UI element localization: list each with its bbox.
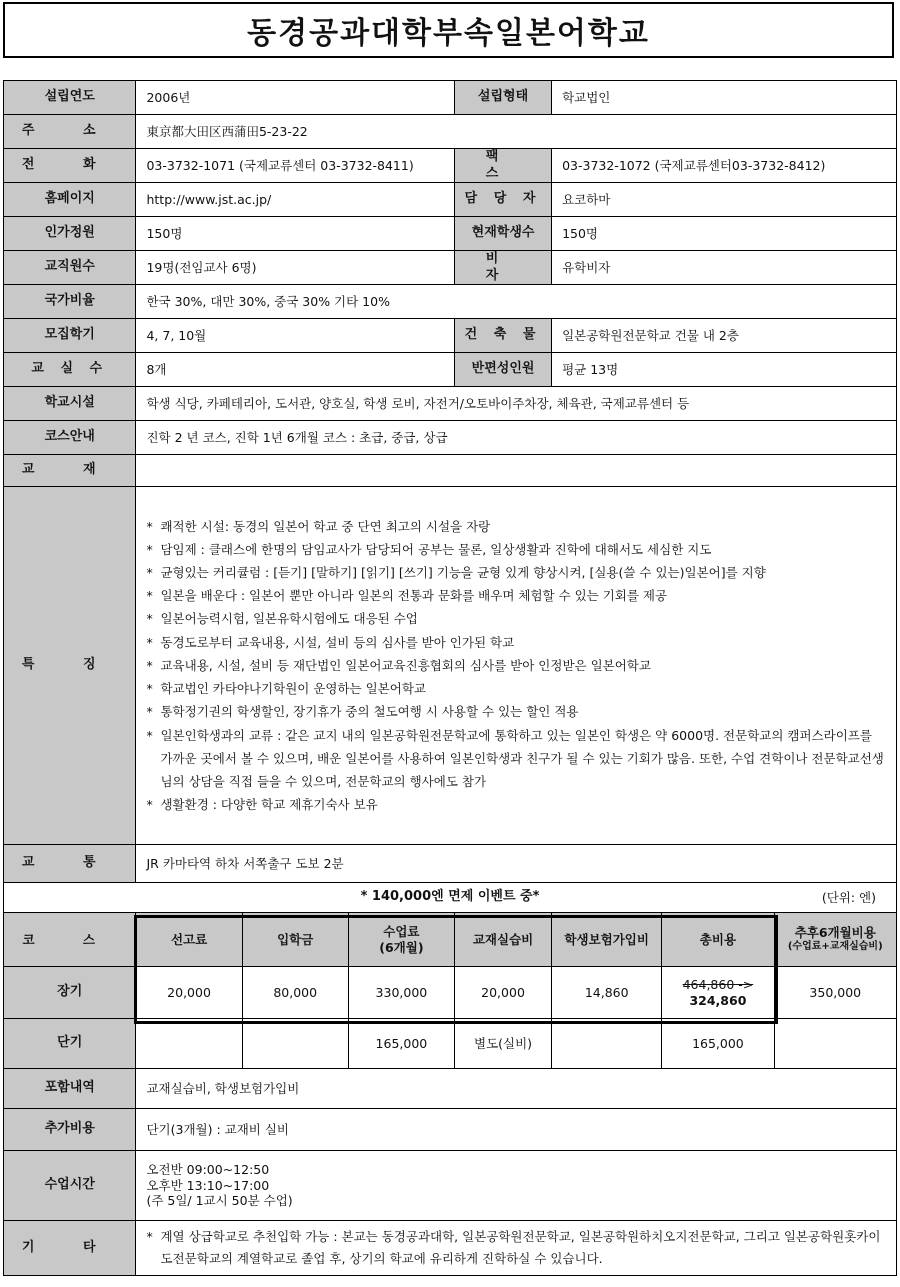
founded-label: 설립연도 [4,81,136,115]
visa-label: 비 자 [455,251,552,285]
term-value: 4, 7, 10월 [136,319,455,353]
list-item: * 담임제 : 클래스에 한명의 담임교사가 담당되어 공부는 물론, 일상생활과 진학에 대해서도 세심한 지도 [146,538,886,561]
type-value: 학교법인 [552,81,897,115]
fee-long-later: 350,000 [774,967,896,1019]
facility-label: 학교시설 [4,387,136,421]
capacity-label: 인가정원 [4,217,136,251]
founded-value: 2006년 [136,81,455,115]
list-item: * 학교법인 카타야나기학원이 운영하는 일본어학교 [146,677,886,700]
nation-label: 국가비율 [4,285,136,319]
hours-line: (주 5일/ 1교시 50분 수업) [146,1193,293,1209]
list-item: * 통학정기권의 학생할인, 장기휴가 중의 철도여행 시 사용할 수 있는 할인 적용 [146,700,886,723]
current-label: 현재학생수 [455,217,552,251]
term-label: 모집학기 [4,319,136,353]
contact-label: 담 당 자 [455,183,552,217]
list-item: * 생활환경 : 다양한 학교 제휴기숙사 보유 [146,793,886,816]
features-list [146,515,886,817]
list-item: * 일본을 배운다 : 일본어 뿐만 아니라 일본의 전통과 문화를 배우며 체험할 수 있는 기회를 제공 [146,584,886,607]
list-item: * 균형있는 커리큘럼 : [듣기] [말하기] [읽기] [쓰기] 기능을 균형 있게 향상시켜, [실용(쓸 수 있는)일본어]를 지향 [146,561,886,584]
fee-header-admission: 입학금 [242,913,348,967]
homepage-label: 홈페이지 [4,183,136,217]
hours-value [136,1151,897,1221]
list-item: * 동경도로부터 교육내용, 시설, 설비 등의 심사를 받아 인가된 학교 [146,631,886,654]
rooms-value: 8개 [136,353,455,387]
fee-notice: * 140,000엔 면제 이벤트 중* [360,889,540,905]
fee-long-total-old: 464,860 -> [682,976,754,992]
type-label: 설립형태 [455,81,552,115]
fee-long-screening: 20,000 [136,967,242,1019]
fax-value: 03-3732-1072 (국제교류센터03-3732-8412) [552,149,897,183]
building-value: 일본공학원전문학교 건물 내 2층 [552,319,897,353]
fee-long-total [662,967,774,1019]
facility-value: 학생 식당, 카페테리아, 도서관, 양호실, 학생 로비, 자전거/오토바이주차장, 체육관, 국제교류센터 등 [136,387,897,421]
fee-long-total-new: 324,860 [689,992,747,1008]
hours-line: 오전반 09:00~12:50 [146,1162,270,1178]
features-label: 특 징 [4,487,136,845]
contact-value: 요코하마 [552,183,897,217]
fee-long-label: 장기 [4,967,136,1019]
hours-line: 오후반 13:10~17:00 [146,1177,270,1193]
fee-short-later [774,1019,896,1069]
fee-long-admission: 80,000 [242,967,348,1019]
features-cell [136,487,897,845]
additional-label: 추가비용 [4,1109,136,1151]
fee-unit: (단위: 엔) [821,890,876,905]
included-label: 포함내역 [4,1069,136,1109]
fee-short-tuition: 165,000 [348,1019,454,1069]
staff-label: 교직원수 [4,251,136,285]
visa-value: 유학비자 [552,251,897,285]
fee-short-admission [242,1019,348,1069]
list-item: * 교육내용, 시설, 설비 등 재단법인 일본어교육진흥협회의 심사를 받아 인정받은 일본어학교 [146,654,886,677]
phone-value: 03-3732-1071 (국제교류센터 03-3732-8411) [136,149,455,183]
fee-header-insurance: 학생보험가입비 [552,913,662,967]
fee-short-materials: 별도(실비) [455,1019,552,1069]
fax-label: 팩 스 [455,149,552,183]
additional-value: 단기(3개월) : 교재비 실비 [136,1109,897,1151]
title-box [3,2,894,58]
class-size-value: 평균 13명 [552,353,897,387]
etc-label: 기 타 [4,1221,136,1276]
staff-value: 19명(전임교사 6명) [136,251,455,285]
fee-long-materials: 20,000 [455,967,552,1019]
fee-short-insurance [552,1019,662,1069]
transport-value: JR 카마타역 하차 서쪽출구 도보 2분 [136,845,897,883]
list-item: * 일본어능력시험, 일본유학시험에도 대응된 수업 [146,607,886,630]
capacity-value: 150명 [136,217,455,251]
hours-label: 수업시간 [4,1151,136,1221]
fee-header-materials: 교재실습비 [455,913,552,967]
fee-header-later: 추후6개월비용 (수업료+교재실습비) [774,913,896,967]
homepage-link[interactable]: http://www.jst.ac.jp/ [136,183,455,217]
included-value: 교재실습비, 학생보험가입비 [136,1069,897,1109]
course-guide-label: 코스안내 [4,421,136,455]
list-item: * 일본인학생과의 교류 : 같은 교지 내의 일본공학원전문학교에 통학하고 있는 일본인 학생은 약 6000명. 전문학교의 캠퍼스라이프를 가까운 곳에서 볼 수 있으며, 배운 일본어를 사용하여 일본인학생과 친구가 될 수 있는 기회가 많음. 또한, 수업 견학이나 전문학교선생님의 상담을 직접 들을 수 있으며, 전문학교의 행사에도 참가 [146,724,886,794]
fee-short-total: 165,000 [662,1019,774,1069]
list-item: * 쾌적한 시설: 동경의 일본어 학교 중 단연 최고의 시설을 자랑 [146,515,886,538]
fee-header-course: 코 스 [4,913,136,967]
course-guide-value: 진학 2 년 코스, 진학 1년 6개월 코스 : 초급, 중급, 상급 [136,421,897,455]
transport-label: 교 통 [4,845,136,883]
nation-value: 한국 30%, 대만 30%, 중국 30% 기타 10% [136,285,897,319]
fee-notice-row [4,883,897,913]
class-size-label: 반편성인원 [455,353,552,387]
current-value: 150명 [552,217,897,251]
etc-value: * 계열 상급학교로 추천입학 가능 : 본교는 동경공과대학, 일본공학원전문학교, 일본공학원하치오지전문학교, 그리고 일본공학원홋카이도전문학교의 계열학교로 졸업 후, 상기의 학교에 유리하게 진학하실 수 있습니다. [136,1221,897,1276]
address-label: 주 소 [4,115,136,149]
school-info-table [3,80,897,1276]
fee-header-total: 총비용 [662,913,774,967]
building-label: 건 축 물 [455,319,552,353]
page-title: 동경공과대학부속일본어학교 [247,16,650,51]
fee-long-tuition: 330,000 [348,967,454,1019]
fee-header-tuition: 수업료 (6개월) [348,913,454,967]
address-value: 東京都大田区西蒲田5-23-22 [136,115,897,149]
textbook-label: 교 재 [4,455,136,487]
fee-long-insurance: 14,860 [552,967,662,1019]
textbook-value [136,455,897,487]
fee-short-screening [136,1019,242,1069]
fee-short-label: 단기 [4,1019,136,1069]
phone-label: 전 화 [4,149,136,183]
rooms-label: 교 실 수 [4,353,136,387]
fee-header-screening: 선고료 [136,913,242,967]
